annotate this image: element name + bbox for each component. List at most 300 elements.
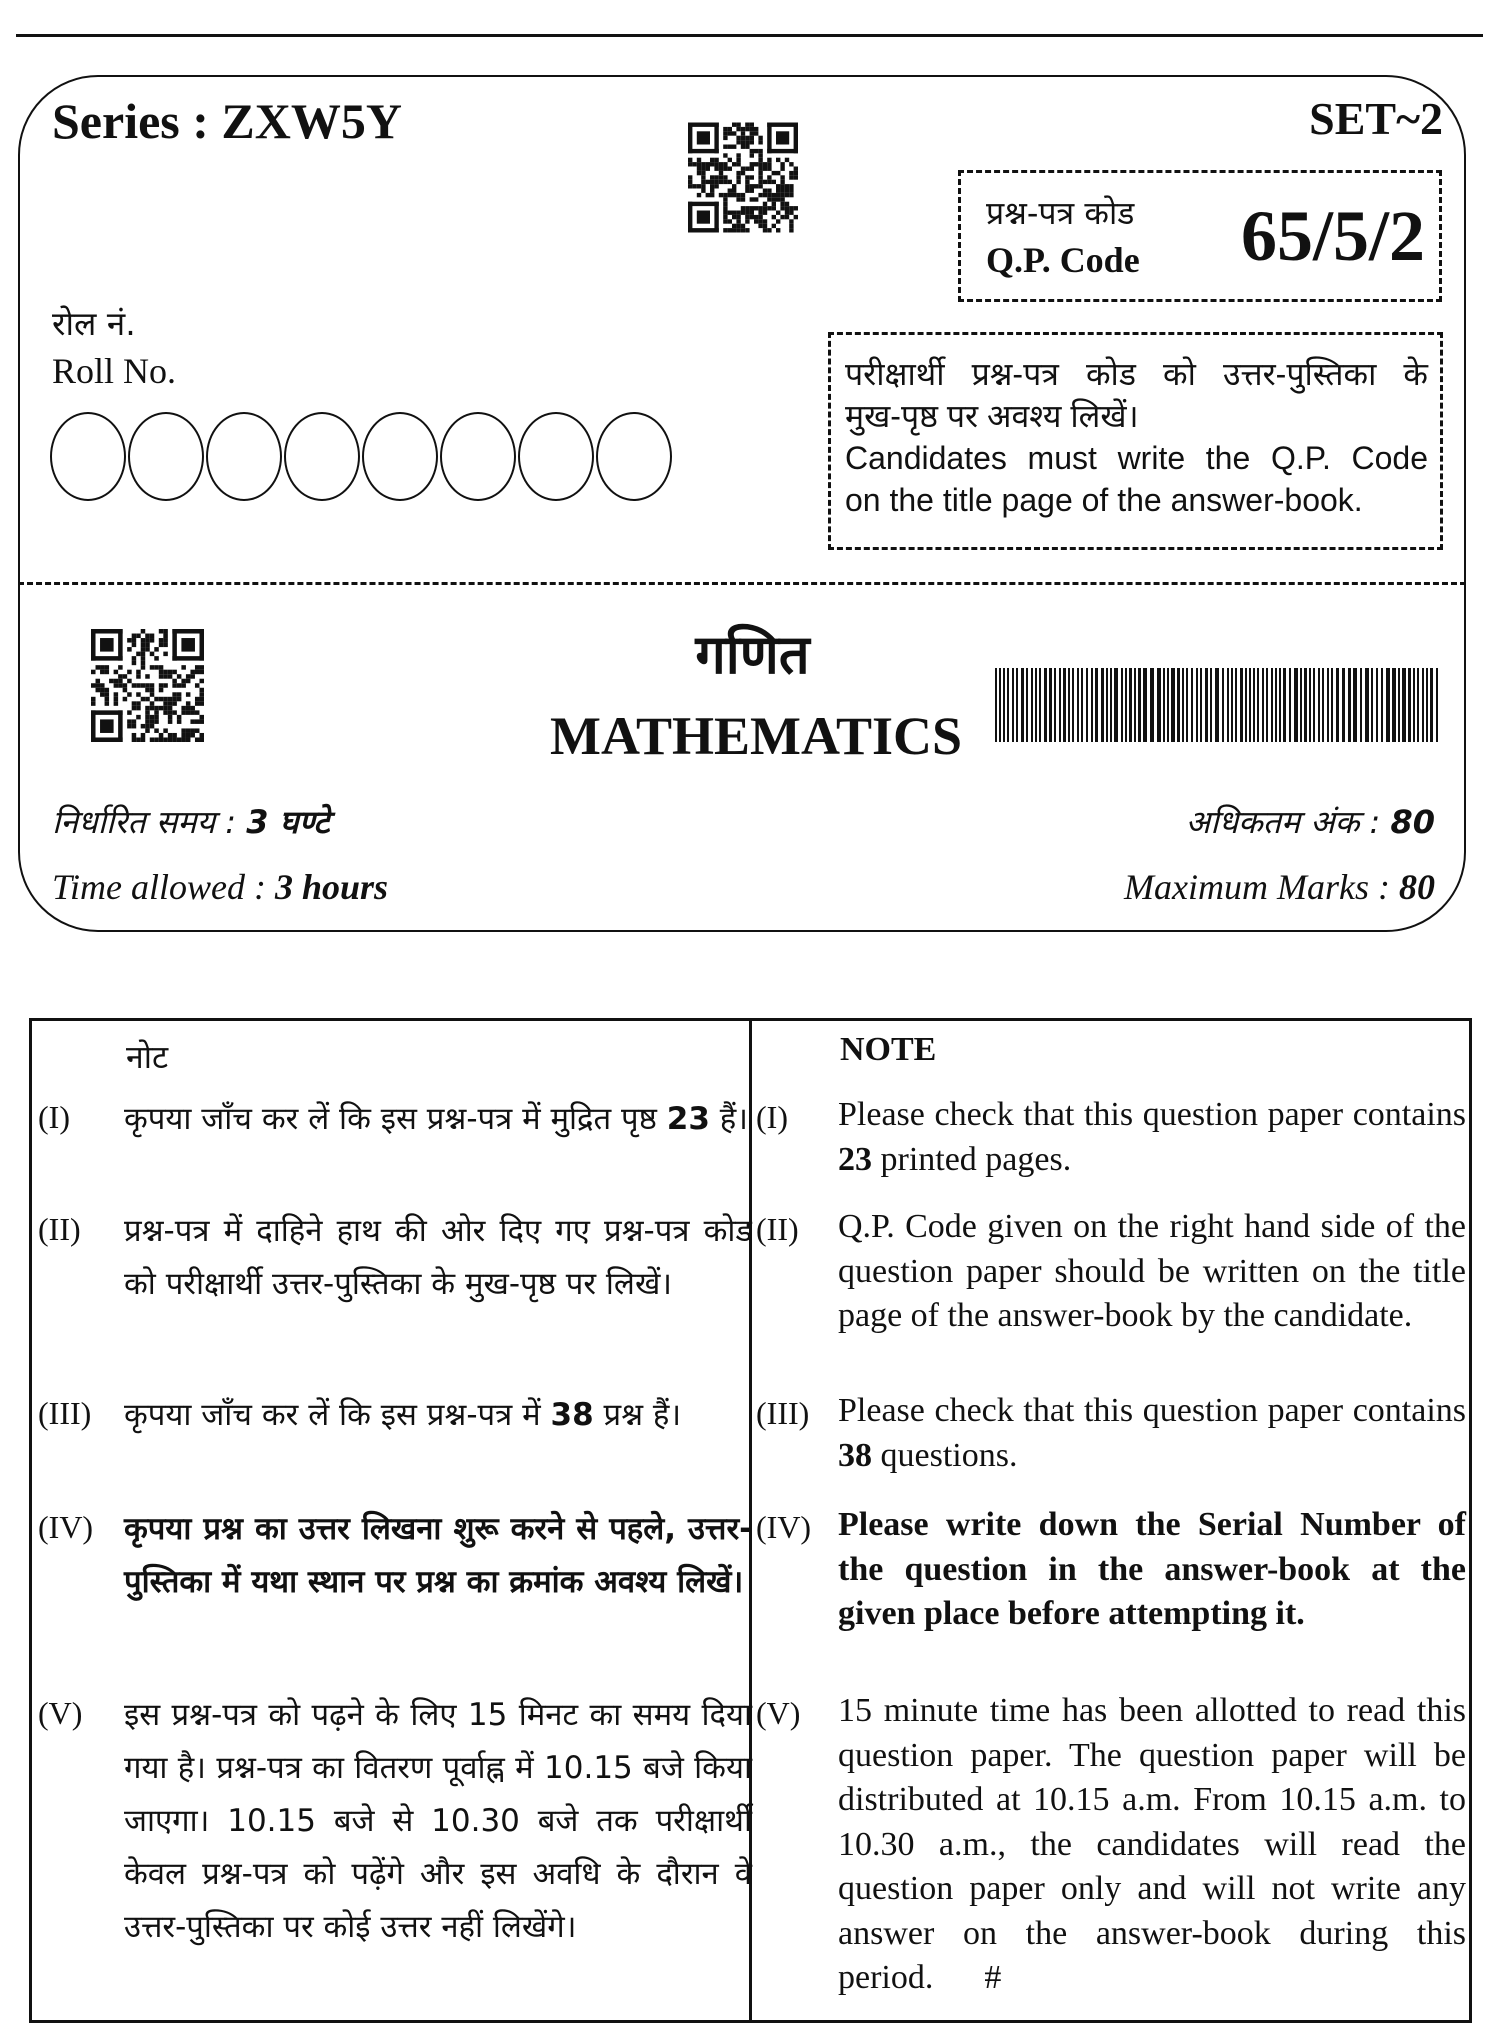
qr-module <box>701 189 705 193</box>
qr-module <box>750 211 754 215</box>
note-text-pre: प्रश्न-पत्र में दाहिने हाथ की ओर दिए गए प्रश्न-पत्र कोड को परीक्षार्थी उत्तर-पुस्तिका के मुख-पृष्ठ पर लिखें। <box>124 1213 752 1302</box>
qr-module <box>789 224 793 228</box>
qr-module <box>763 180 767 184</box>
barcode-bar <box>1348 668 1351 742</box>
note-item-text <box>838 1093 1466 1182</box>
qr-module <box>785 206 789 210</box>
qr-module <box>758 171 762 175</box>
barcode-bar <box>1342 668 1345 742</box>
note-item-text <box>124 1389 752 1442</box>
qr-module <box>199 715 204 720</box>
qr-module <box>688 175 692 179</box>
qr-module <box>199 733 204 738</box>
qr-module <box>136 701 141 706</box>
instruction-line: on the title page of the answer-book. <box>845 482 1363 518</box>
barcode-bar <box>1007 668 1009 742</box>
qr-module <box>91 710 123 715</box>
qr-module <box>172 692 177 697</box>
barcode-bar <box>995 668 997 742</box>
barcode-bar <box>1215 668 1219 742</box>
qr-module <box>163 697 168 702</box>
qr-module <box>706 193 710 197</box>
qr-module <box>159 697 164 702</box>
qr-module <box>732 215 736 219</box>
barcode-bar <box>1222 668 1224 742</box>
qr-module <box>758 153 762 157</box>
qr-module <box>789 184 793 188</box>
barcode-bar <box>1191 668 1193 742</box>
qr-module <box>697 167 701 171</box>
note-title: NOTE <box>840 1031 937 1068</box>
note-text-pre: Please check that this question paper contains <box>838 1096 1466 1133</box>
qr-module <box>758 149 762 153</box>
subject-title: MATHEMATICS <box>550 706 963 766</box>
qr-module <box>736 123 740 127</box>
qr-module <box>710 193 714 197</box>
qr-module <box>195 701 200 706</box>
roll-digit-box[interactable] <box>128 412 204 501</box>
note-text-pre: कृपया जाँच कर लें कि इस प्रश्न-पत्र में मुद्रित पृष्ठ <box>124 1101 667 1137</box>
roll-digit-box[interactable] <box>206 412 282 501</box>
qr-module <box>710 189 714 193</box>
qr-module <box>750 149 754 153</box>
qr-module <box>723 136 727 140</box>
barcode-bar <box>1196 668 1198 742</box>
qr-module <box>710 162 714 166</box>
qr-module <box>745 219 749 223</box>
qr-module <box>736 180 740 184</box>
qr-module <box>168 715 173 720</box>
qr-module <box>114 701 119 706</box>
barcode-bar <box>1129 668 1132 742</box>
qr-module <box>763 224 767 228</box>
qr-module <box>692 162 696 166</box>
note-item-label: (V) <box>38 1695 83 1731</box>
qr-module <box>754 184 758 188</box>
qr-module <box>719 180 723 184</box>
qr-module <box>199 719 204 724</box>
qr-module <box>141 697 146 702</box>
roll-digit-box[interactable] <box>440 412 516 501</box>
qr-module <box>754 127 758 131</box>
roll-digit-box[interactable] <box>284 412 360 501</box>
qr-module <box>750 189 754 193</box>
top-rule <box>16 34 1483 37</box>
roll-digit-box[interactable] <box>362 412 438 501</box>
qr-module <box>780 197 784 201</box>
qr-module <box>714 180 718 184</box>
barcode-bar <box>1313 668 1315 742</box>
qr-module <box>772 206 776 210</box>
qr-module <box>172 710 177 715</box>
qr-module <box>150 692 155 697</box>
barcode-bar <box>1121 668 1123 742</box>
qr-module <box>154 728 159 733</box>
qr-module <box>789 175 793 179</box>
note-item-text <box>124 1503 752 1609</box>
max-marks-hindi <box>1186 800 1435 843</box>
qr-module <box>697 162 701 166</box>
qr-module <box>745 127 749 131</box>
qr-module <box>132 733 137 738</box>
note-item-text <box>124 1093 752 1146</box>
note-item-text <box>838 1389 1466 1478</box>
time-value-hindi: 3 घण्टे <box>246 803 330 841</box>
qr-module <box>719 162 723 166</box>
barcode-bar <box>1294 668 1298 742</box>
qr-module <box>741 228 745 232</box>
qr-module <box>190 719 195 724</box>
qr-module <box>772 180 776 184</box>
barcode-bar <box>1171 668 1175 742</box>
barcode-bar <box>1398 668 1400 742</box>
qr-module <box>794 206 798 210</box>
note-text-bold: कृपया प्रश्न का उत्तर लिखना शुरू करने से पहले, उत्तर-पुस्तिका में यथा स्थान पर प्रश्न का क्रमांक अवश्य लिखें। <box>124 1511 752 1600</box>
note-text-bold: 23 <box>838 1140 872 1178</box>
qr-module <box>723 175 727 179</box>
qr-module <box>780 167 784 171</box>
qr-module <box>767 189 771 193</box>
qr-module <box>772 202 776 206</box>
qr-module <box>145 724 150 729</box>
qp-code-box <box>958 170 1442 302</box>
marks-value-hindi: 80 <box>1390 803 1435 841</box>
qr-module <box>728 189 732 193</box>
marks-label-hindi: अधिकतम अंक : <box>1185 803 1381 841</box>
qr-module <box>701 184 705 188</box>
instruction-line: परीक्षार्थी प्रश्न-पत्र कोड को उत्तर-पुस्तिका के <box>845 356 1428 392</box>
barcode-bar <box>1106 668 1108 742</box>
barcode-bar <box>1436 668 1438 742</box>
qr-module <box>758 158 762 162</box>
qr-module <box>780 202 784 206</box>
qr-module <box>754 215 758 219</box>
instruction-line: Candidates must write the Q.P. Code <box>845 440 1428 476</box>
qr-module <box>736 162 740 166</box>
qr-module <box>719 171 723 175</box>
qr-module <box>741 206 745 210</box>
qr-module <box>719 167 723 171</box>
qr-module <box>710 158 714 162</box>
qr-module <box>741 140 745 144</box>
qr-module <box>741 127 745 131</box>
qr-module <box>772 197 776 201</box>
qr-module <box>750 127 754 131</box>
qr-module <box>754 162 758 166</box>
qr-module <box>186 706 191 711</box>
barcode-bar <box>1059 668 1061 742</box>
barcode-bar <box>1068 668 1070 742</box>
barcode-bar <box>1408 668 1411 742</box>
qr-module <box>750 167 754 171</box>
barcode-bar <box>1413 668 1415 742</box>
qr-module <box>745 123 749 127</box>
subject-hindi-text: गणित <box>695 623 810 686</box>
qr-module <box>763 219 767 223</box>
qr-module <box>195 710 200 715</box>
qr-module <box>745 228 749 232</box>
qr-module <box>163 706 168 711</box>
note-title-hindi: नोट <box>126 1038 169 1076</box>
qr-module <box>776 228 780 232</box>
qr-module <box>190 706 195 711</box>
qr-module <box>168 733 173 738</box>
barcode-bar <box>1049 668 1052 742</box>
qr-module <box>723 215 727 219</box>
qr-module <box>767 206 771 210</box>
qr-module <box>745 215 749 219</box>
barcode-bar <box>999 668 1001 742</box>
qr-module <box>750 153 754 157</box>
barcode-bar <box>1245 668 1247 742</box>
roll-number-boxes <box>50 412 674 501</box>
qr-module <box>794 171 798 175</box>
qr-module <box>763 228 767 232</box>
qr-module <box>772 215 776 219</box>
qr-module <box>714 175 718 179</box>
note-text-bold: 23 <box>666 1101 710 1137</box>
qr-module <box>780 215 784 219</box>
qr-module <box>150 724 155 729</box>
qr-module <box>688 202 719 206</box>
barcode-bar <box>1031 668 1033 742</box>
qr-module <box>172 697 177 702</box>
qr-module <box>750 123 754 127</box>
barcode-bar <box>1231 668 1233 742</box>
barcode-bar <box>1012 668 1014 742</box>
barcode-bar <box>1386 668 1390 742</box>
qr-module <box>780 189 784 193</box>
qr-module <box>145 706 150 711</box>
barcode-bar <box>1235 668 1237 742</box>
qr-module <box>723 145 727 149</box>
barcode-bar <box>1081 668 1083 742</box>
roll-digit-box[interactable] <box>50 412 126 501</box>
qr-module <box>168 719 173 724</box>
qr-module <box>789 206 793 210</box>
note-text-bold: 38 <box>838 1436 872 1474</box>
qr-module <box>723 219 727 223</box>
note-text-pre: कृपया जाँच कर लें कि इस प्रश्न-पत्र में <box>124 1397 551 1433</box>
qr-module <box>785 193 789 197</box>
barcode-bar <box>1150 668 1154 742</box>
qr-module <box>776 197 780 201</box>
qr-module <box>750 162 754 166</box>
qr-module <box>776 193 780 197</box>
barcode-bar <box>1336 668 1339 742</box>
qr-module <box>745 145 749 149</box>
qr-module <box>736 175 740 179</box>
roll-digit-box[interactable] <box>596 412 672 501</box>
qr-module <box>163 701 168 706</box>
note-item-label: (IV) <box>38 1509 94 1545</box>
qr-module <box>767 197 771 201</box>
qr-module <box>154 715 159 720</box>
qr-module <box>181 728 186 733</box>
qr-module <box>723 206 727 210</box>
qr-module <box>190 733 195 738</box>
barcode-bar <box>1322 668 1324 742</box>
qr-module <box>750 184 754 188</box>
qr-module <box>714 162 718 166</box>
qr-module <box>728 219 732 223</box>
barcode-bar <box>1186 668 1188 742</box>
qr-module <box>145 715 150 720</box>
notes-table <box>29 1018 1472 2023</box>
qr-module <box>723 197 727 201</box>
qr-module <box>776 184 780 188</box>
barcode-bar <box>1026 668 1028 742</box>
qr-module <box>789 162 793 166</box>
barcode-bar <box>1271 668 1273 742</box>
qr-module <box>750 206 754 210</box>
note-item-text <box>838 1205 1466 1339</box>
qr-module <box>105 701 110 706</box>
qr-module <box>105 692 110 697</box>
qr-module <box>177 697 182 702</box>
qr-module <box>177 715 182 720</box>
qr-module <box>688 202 692 233</box>
qr-module <box>181 737 186 742</box>
qr-module <box>758 215 762 219</box>
qr-module <box>697 211 710 224</box>
qr-module <box>105 697 110 702</box>
qr-module <box>127 710 132 715</box>
barcode-bar <box>1101 668 1104 742</box>
barcode-bar <box>1143 668 1147 742</box>
qr-module <box>186 710 191 715</box>
qr-module <box>195 728 200 733</box>
roll-label: Roll No. <box>52 351 177 391</box>
qr-module <box>181 710 186 715</box>
qr-module <box>100 719 114 733</box>
qr-module <box>172 737 177 742</box>
qr-module <box>741 145 745 149</box>
qr-module <box>758 184 762 188</box>
qr-module <box>745 189 749 193</box>
qr-module <box>177 692 182 697</box>
qr-module <box>168 706 173 711</box>
qr-module <box>780 180 784 184</box>
qr-module <box>763 211 767 215</box>
qr-module <box>758 219 762 223</box>
qr-module <box>697 131 710 144</box>
qr-module <box>701 167 705 171</box>
barcode-bar <box>1371 668 1373 742</box>
qr-module <box>195 697 200 702</box>
qp-code-value: 65/5/2 <box>1240 196 1425 276</box>
qr-module <box>763 189 767 193</box>
qr-module <box>114 697 119 702</box>
qr-module <box>186 728 191 733</box>
qr-module <box>697 193 701 197</box>
qr-module <box>785 184 789 188</box>
marks-value: 80 <box>1399 867 1435 907</box>
qr-module <box>732 189 736 193</box>
qr-module <box>136 737 141 742</box>
note-text-post: # <box>933 1959 1002 1996</box>
qr-module <box>789 171 793 175</box>
qr-module <box>763 193 767 197</box>
barcode-bar <box>1417 668 1419 742</box>
qr-module <box>710 184 714 188</box>
barcode-bar <box>1054 668 1056 742</box>
qr-module <box>181 733 186 738</box>
qr-module <box>780 206 784 210</box>
qr-module <box>199 697 204 702</box>
qr-module <box>767 193 771 197</box>
qr-module <box>741 211 745 215</box>
qr-module <box>736 193 740 197</box>
qr-module <box>728 167 732 171</box>
qr-module <box>789 228 793 232</box>
qr-module <box>723 131 727 135</box>
note-text-post: प्रश्न हैं। <box>593 1397 682 1433</box>
qr-module <box>758 140 762 144</box>
qr-module <box>750 131 754 135</box>
qr-module <box>732 131 736 135</box>
qr-module <box>118 710 123 742</box>
qr-module <box>701 162 705 166</box>
qr-module <box>688 184 692 188</box>
qr-module <box>776 158 780 162</box>
barcode-bar <box>1003 668 1005 742</box>
qr-module <box>163 728 168 733</box>
qr-module <box>714 202 718 233</box>
qr-module <box>136 715 141 720</box>
qr-module <box>767 162 771 166</box>
qr-module <box>141 724 146 729</box>
qr-module <box>150 715 155 720</box>
marks-label: Maximum Marks : <box>1124 867 1390 907</box>
qr-module <box>159 706 164 711</box>
qr-module <box>745 206 749 210</box>
barcode-bar <box>1304 668 1307 742</box>
qr-module <box>168 710 173 715</box>
qr-module <box>728 131 732 135</box>
qr-module <box>186 701 191 706</box>
qr-module <box>697 184 701 188</box>
qr-module <box>732 162 736 166</box>
qr-module <box>723 228 727 232</box>
barcode-icon <box>995 668 1442 742</box>
barcode-bar <box>1430 668 1433 742</box>
barcode-bar <box>1157 668 1161 742</box>
note-item-text <box>838 1689 1466 2001</box>
time-value: 3 hours <box>275 867 389 907</box>
qr-module <box>741 224 745 228</box>
qr-module <box>736 171 740 175</box>
qr-module <box>181 706 186 711</box>
barcode-bar <box>1095 668 1098 742</box>
note-item-label: (V) <box>756 1695 801 1731</box>
note-item-text <box>124 1205 752 1311</box>
qr-module <box>767 123 771 154</box>
note-item-label: (III) <box>38 1395 92 1431</box>
qr-module <box>736 215 740 219</box>
qr-module <box>688 149 719 153</box>
qr-module <box>789 193 793 197</box>
barcode-bar <box>1205 668 1208 742</box>
qr-module <box>767 228 771 232</box>
time-allowed-hindi <box>52 800 330 843</box>
note-text-pre: इस प्रश्न-पत्र को पढ़ने के लिए 15 मिनट का समय दिया गया है। प्रश्न-पत्र का वितरण पूर्वाह्न में 10.15 बजे किया जाएगा। 10.15 बजे से 10.30 बजे तक परीक्षार्थी केवल प्रश्न-पत्र को पढ़ेंगे और इस अवधि के दौरान वे उत्तर-पुस्तिका पर कोई उत्तर नहीं लिखेंगे। <box>124 1697 752 1945</box>
qr-module <box>745 167 749 171</box>
qr-module <box>159 737 164 742</box>
note-text-pre: 15 minute time has been allotted to read this question paper. The question paper will be distributed at 10.15 a.m. From 10.15 a.m. to 10.30 a.m., the candidates will read the question paper only and will not write any answer on the answer-book during this period. <box>838 1692 1466 1996</box>
roll-digit-box[interactable] <box>518 412 594 501</box>
note-text-post: हैं। <box>709 1101 748 1137</box>
